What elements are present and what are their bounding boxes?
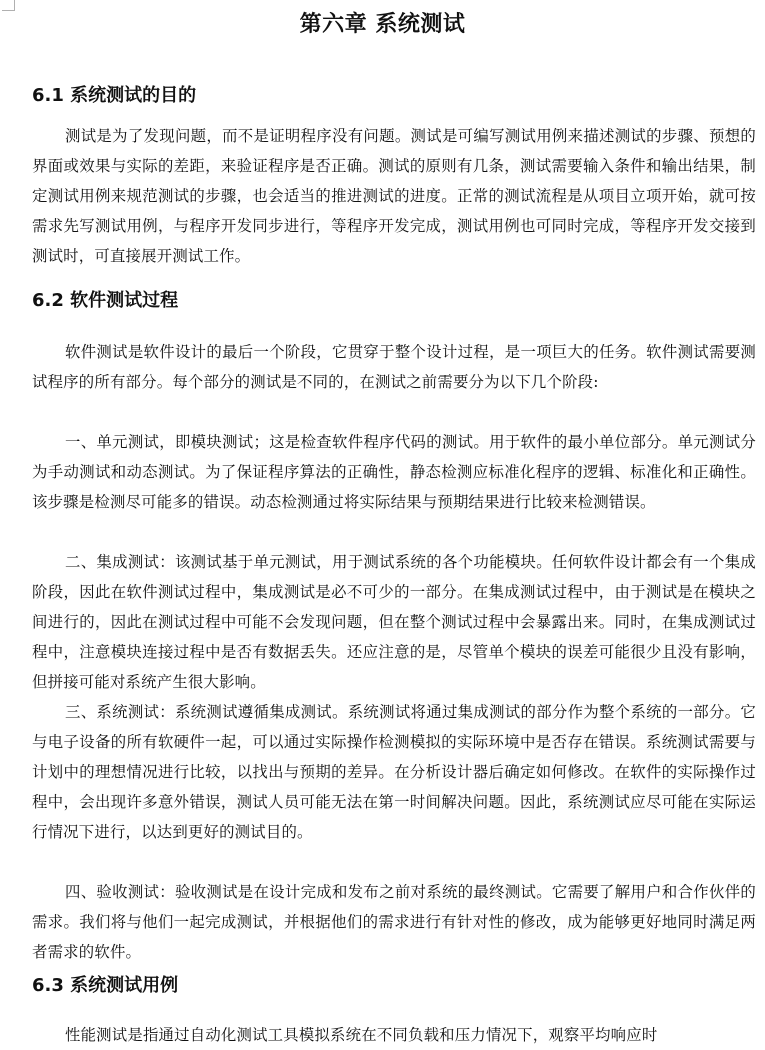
chapter-title: 第六章 系统测试 bbox=[299, 12, 466, 37]
paragraph-system-test: 三、系统测试：系统测试遵循集成测试。系统测试将通过集成测试的部分作为整个系统的一部分。它与电子设备的所有软硬件一起，可以通过实际操作检测模拟的实际环境中是否存在错误。系统测试需要与计划中的理想情况进行比较，以找出与预期的差异。在分析设计器后确定如何修改。在软件的实际操作过程中，会出现许多意外错误，测试人员可能无法在第一时间解决问题。因此，系统测试应尽可能在实际运行情况下进行，以达到更好的测试目的。 bbox=[32, 703, 756, 841]
section-heading-6-2: 6.2 软件测试过程 bbox=[32, 290, 179, 311]
paragraph-purpose: 测试是为了发现问题，而不是证明程序没有问题。测试是可编写测试用例来描述测试的步骤、预想的界面或效果与实际的差距，来验证程序是否正确。测试的原则有几条，测试需要输入条件和输出结果，制定测试用例来规范测试的步骤，也会适当的推进测试的进度。正常的测试流程是从项目立项开始，就可按需求先写测试用例，与程序开发同步进行，等程序开发完成，测试用例也可同时完成，等程序开发交接到测试时，可直接展开测试工作。 bbox=[32, 127, 756, 265]
paragraph-test-cases-cut bbox=[32, 1020, 756, 1044]
paragraph-acceptance-test: 四、验收测试：验收测试是在设计完成和发布之前对系统的最终测试。它需要了解用户和合作伙伴的需求。我们将与他们一起完成测试，并根据他们的需求进行有针对性的修改，成为能够更好地同时满足两者需求的软件。 bbox=[32, 883, 756, 961]
section-heading-6-3: 6.3 系统测试用例 bbox=[32, 975, 179, 996]
paragraph-integration-test: 二、集成测试：该测试基于单元测试，用于测试系统的各个功能模块。任何软件设计都会有一个集成阶段，因此在软件测试过程中，集成测试是必不可少的一部分。在集成测试过程中，由于测试是在模块之间进行的，因此在测试过程中可能不会发现问题，但在整个测试过程中会暴露出来。同时，在集成测试过程中，注意模块连接过程中是否有数据丢失。还应注意的是，尽管单个模块的误差可能很少且没有影响，但拼接可能对系统产生很大影响。 bbox=[32, 553, 756, 691]
paragraph-unit-test: 一、单元测试，即模块测试；这是检查软件程序代码的测试。用于软件的最小单位部分。单元测试分为手动测试和动态测试。为了保证程序算法的正确性，静态检测应标准化程序的逻辑、标准化和正确性。该步骤是检测尽可能多的错误。动态检测通过将实际结果与预期结果进行比较来检测错误。 bbox=[32, 433, 756, 511]
paragraph-process-intro: 软件测试是软件设计的最后一个阶段，它贯穿于整个设计过程，是一项巨大的任务。软件测试需要测试程序的所有部分。每个部分的测试是不同的，在测试之前需要分为以下几个阶段: bbox=[32, 343, 756, 391]
paragraph-test-cases-text: 性能测试是指通过自动化测试工具模拟系统在不同负载和压力情况下，观察平均响应时 bbox=[65, 1026, 658, 1044]
section-heading-6-1: 6.1 系统测试的目的 bbox=[32, 85, 197, 106]
